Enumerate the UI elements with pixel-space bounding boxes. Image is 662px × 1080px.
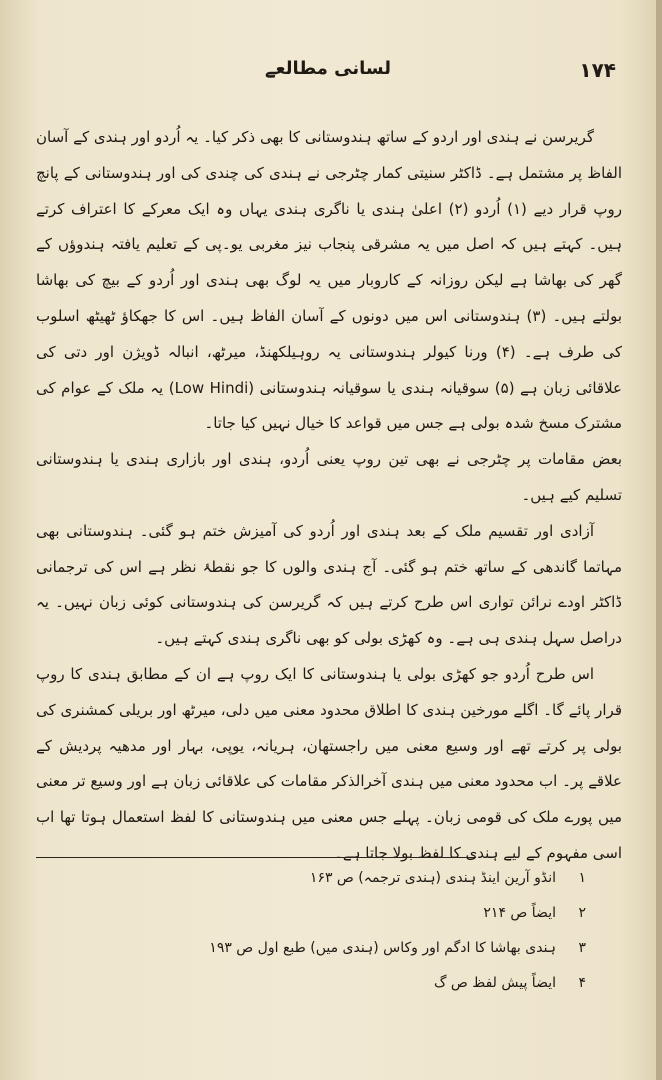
footnote-divider bbox=[36, 857, 476, 858]
paragraph: اس طرح اُردو جو کھڑی بولی یا ہندوستانی کا ایک روپ ہے ان کے مطابق ہندی کا روپ قرار پائے گا۔ اگلے مورخین ہندی کا اطلاق محدود معنی میں دلی، میرٹھ اور بریلی کمشنری کی بولی پر کرتے تھے اور وسیع معنی میں راجستھان، ہریانہ، یوپی، بہار اور مدھیہ پردیش کے علاقے پر۔ اب محدود معنی میں ہندی آخرالذکر مقامات کی علاقائی زبان ہے اور وسیع تر معنی میں پورے ملک کی قومی زبان۔ پہلے جس معنی میں ہندوستانی کا لفظ استعمال ہوتا تھا اب اسی مفہوم کے لیے ہندی کا لفظ بولا جاتا ہے۔ bbox=[36, 664, 622, 862]
footnote-text: ایضاً ص ۲۱۴ bbox=[483, 905, 556, 921]
paragraph: بعض مقامات پر چٹرجی نے بھی تین روپ یعنی اُردو، ہندی اور بازاری ہندی یا ہندوستانی تسلیم کیے ہیں۔ bbox=[36, 450, 622, 504]
footnote-text: ایضاً پیش لفظ ص گ bbox=[433, 975, 556, 991]
footnote bbox=[36, 870, 586, 905]
paragraph: آزادی اور تقسیم ملک کے بعد ہندی اور اُردو کی آمیزش ختم ہو گئی۔ ہندوستانی بھی مہاتما گاندھی کے ساتھ ختم ہو گئی۔ آج ہندی والوں کا جو نقطۂ نظر ہے اس کی ترجمانی ڈاکٹر اودے نرائن تواری اس طرح کرتے ہیں کہ گریرسن کی ہندوستانی کوئی زبان نہیں۔ یہ دراصل سہل ہندی ہی ہے۔ وہ کھڑی بولی کو بھی ناگری ہندی کہتے ہیں۔ bbox=[36, 521, 622, 648]
footnote-mark: ۳ bbox=[578, 940, 586, 956]
page-header bbox=[40, 58, 616, 88]
footnote bbox=[36, 940, 586, 975]
page-number: ۱۷۴ bbox=[579, 58, 616, 82]
footnote bbox=[36, 905, 586, 940]
footnote-text: ہندی بھاشا کا ادگم اور وکاس (ہندی میں) طبع اول ص ۱۹۳ bbox=[209, 940, 556, 956]
running-title: لسانی مطالعے bbox=[265, 58, 391, 79]
footnote-mark: ۱ bbox=[578, 870, 586, 886]
footnote-mark: ۴ bbox=[578, 975, 586, 991]
body-text bbox=[36, 120, 622, 872]
paragraph: گریرسن نے ہندی اور اردو کے ساتھ ہندوستانی کا بھی ذکر کیا۔ یہ اُردو اور ہندی کے آسان الفاظ پر مشتمل ہے۔ ڈاکٹر سنیتی کمار چٹرجی نے ہندی کی چندی کی اور ہندوستانی کے پانچ روپ قرار دیے (۱) اُردو (۲) اعلیٰ ہندی یا ناگری ہندی یہاں وہ ایک معرکے کا اعتراف کرتے ہیں۔ کہتے ہیں کہ اصل میں یہ مشرقی پنجاب نیز مغربی یو۔پی کے تعلیم یافتہ ہندوؤں کے گھر کی بھاشا ہے لیکن روزانہ کے کاروبار میں یہ لوگ بھی ہندی اور اُردو کے بیچ کی بھاشا بولتے ہیں۔ (۳) ہندوستانی اس میں دونوں کے آسان الفاظ ہیں۔ اس کا جھکاؤ ٹھیٹھ اسلوب کی طرف ہے۔ (۴) ورنا کیولر ہندوستانی یہ روہیلکھنڈ، میرٹھ، انبالہ ڈویژن اور دتی کی علاقائی زبان ہے (۵) سوقیانہ ہندی یا سوقیانہ ہندوستانی (Low Hindi) یہ ملک کے عوام کی مشترک مسخ شدہ بولی ہے جس میں قواعد کا خیال نہیں کیا جاتا۔ bbox=[36, 128, 622, 433]
footnotes bbox=[36, 870, 586, 1010]
footnote bbox=[36, 975, 586, 1010]
footnote-text: انڈو آرین اینڈ ہندی (ہندی ترجمہ) ص ۱۶۳ bbox=[309, 870, 556, 886]
footnote-mark: ۲ bbox=[578, 905, 586, 921]
